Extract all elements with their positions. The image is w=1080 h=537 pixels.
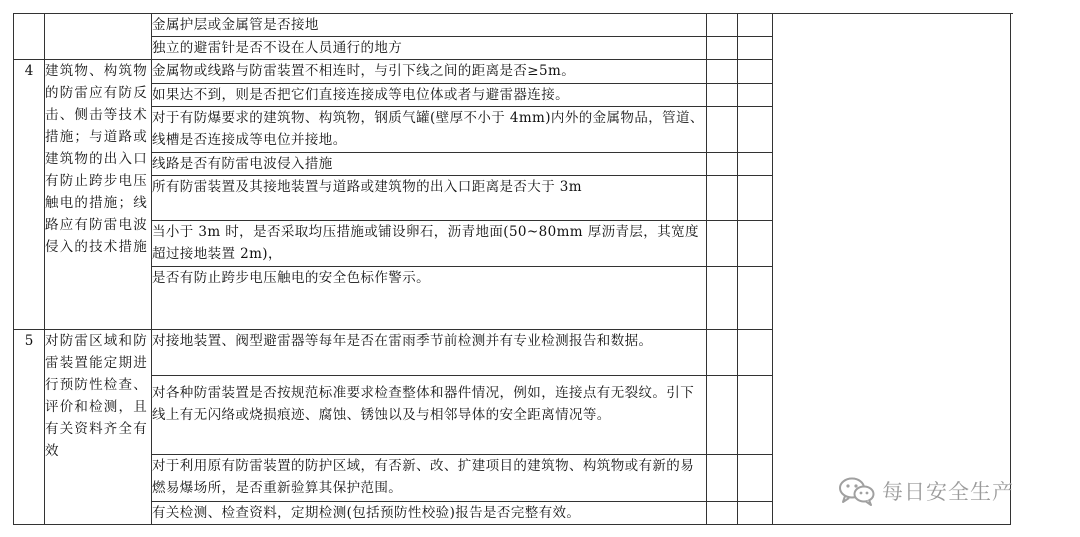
item-cell: 金属护层或金属管是否接地 <box>152 14 707 37</box>
check-cell-b <box>738 107 773 153</box>
item-cell: 是否有防止跨步电压触电的安全色标作警示。 <box>152 267 707 330</box>
number-cell <box>14 14 45 60</box>
remarks-cell <box>773 14 1011 525</box>
item-cell: 如果达不到，则是否把它们直接连接成等电位体或者与避雷器连接。 <box>152 84 707 107</box>
row-number: 5 <box>14 330 45 525</box>
item-cell: 独立的避雷针是否不设在人员通行的地方 <box>152 37 707 60</box>
check-cell-b <box>738 502 773 525</box>
check-cell-a <box>707 107 738 153</box>
check-cell-a <box>707 221 738 267</box>
check-cell-b <box>738 176 773 221</box>
item-cell: 有关检测、检查资料，定期检测(包括预防性校验)报告是否完整有效。 <box>152 502 707 525</box>
check-cell-a <box>707 84 738 107</box>
category-cell <box>45 14 152 60</box>
check-cell-a <box>707 176 738 221</box>
wechat-icon <box>838 476 876 506</box>
check-cell-b <box>738 221 773 267</box>
item-cell: 对接地装置、阀型避雷器等每年是否在雷雨季节前检测并有专业检测报告和数据。 <box>152 330 707 376</box>
item-cell: 对各种防雷装置是否按规范标准要求检查整体和器件情况，例如，连接点有无裂纹。引下线上有无闪络或烧损痕迹、腐蚀、锈蚀以及与相邻导体的安全距离情况等。 <box>152 376 707 455</box>
inspection-table <box>13 13 1011 525</box>
check-cell-b <box>738 153 773 176</box>
check-cell-b <box>738 37 773 60</box>
check-cell-b <box>738 14 773 37</box>
item-cell: 所有防雷装置及其接地装置与道路或建筑物的出入口距离是否大于 3m <box>152 176 707 221</box>
check-cell-a <box>707 60 738 84</box>
watermark-text: 每日安全生产 <box>882 480 1014 504</box>
item-cell: 当小于 3m 时，是否采取均压措施或铺设卵石，沥青地面(50~80mm 厚沥青层，其宽度超过接地装置 2m)， <box>152 221 707 267</box>
check-cell-b <box>738 330 773 376</box>
check-cell-a <box>707 37 738 60</box>
category-text: 建筑物、构筑物的防雷应有防反击、侧击等技术措施；与道路或建筑物的出入口有防止跨步电压触电的措施；线路应有防雷电波侵入的技术措施 <box>45 60 152 330</box>
check-cell-a <box>707 14 738 37</box>
check-cell-a <box>707 153 738 176</box>
item-cell: 金属物或线路与防雷装置不相连时，与引下线之间的距离是否≥5m。 <box>152 60 707 84</box>
check-cell-a <box>707 267 738 330</box>
check-cell-a <box>707 502 738 525</box>
check-cell-a <box>707 376 738 455</box>
check-cell-a <box>707 330 738 376</box>
check-cell-b <box>738 267 773 330</box>
item-cell: 对于利用原有防雷装置的防护区域，有否新、改、扩建项目的建筑物、构筑物或有新的易燃易爆场所，是否重新验算其保护范围。 <box>152 455 707 502</box>
watermark <box>838 476 1014 506</box>
check-cell-a <box>707 455 738 502</box>
check-cell-b <box>738 60 773 84</box>
check-cell-b <box>738 455 773 502</box>
table-row <box>14 14 1011 37</box>
category-text: 对防雷区域和防雷装置能定期进行预防性检查、评价和检测，且有关资料齐全有效 <box>45 330 152 525</box>
item-cell: 对于有防爆要求的建筑物、构筑物，钢质气罐(壁厚不小于 4mm)内外的金属物品，管道、线槽是否连接成等电位并接地。 <box>152 107 707 153</box>
check-cell-b <box>738 376 773 455</box>
row-number: 4 <box>14 60 45 330</box>
check-cell-b <box>738 84 773 107</box>
item-cell: 线路是否有防雷电波侵入措施 <box>152 153 707 176</box>
